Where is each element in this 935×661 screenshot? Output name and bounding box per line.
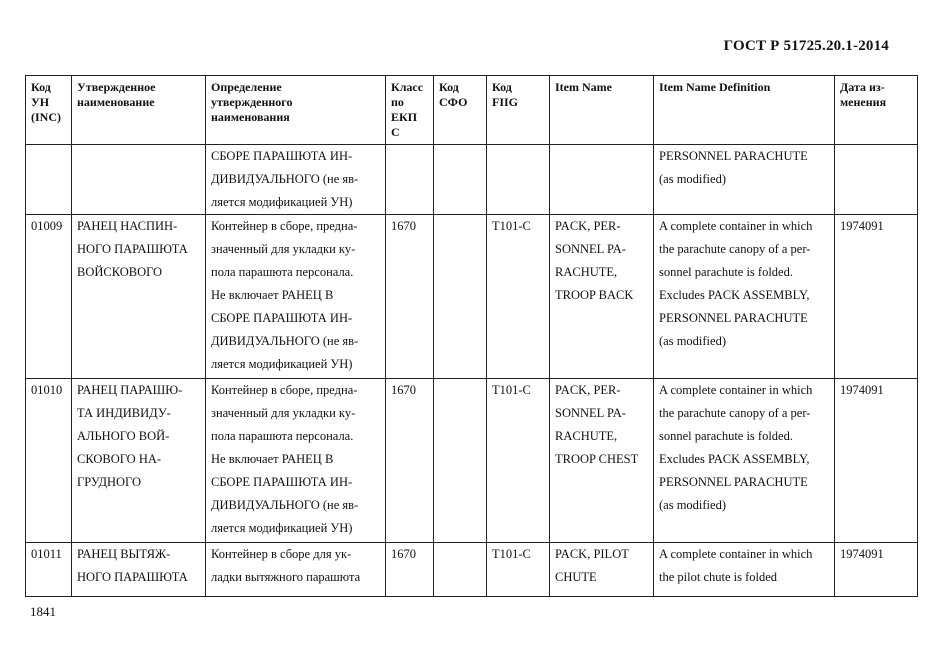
header-line: Код [492, 80, 512, 94]
header-line: Определение [211, 80, 282, 94]
cell-text-line: Excludes PACK ASSEMBLY, [659, 288, 810, 302]
header-sfo-code [434, 76, 487, 145]
header-line: Утвержденное [77, 80, 156, 94]
cell-text-line: Контейнер в сборе, предна- [211, 383, 358, 397]
item-name-cell [550, 379, 654, 543]
cell-text-line: PERSONNEL PARACHUTE [659, 149, 808, 163]
header-definition [206, 76, 386, 145]
header-line: УН [31, 95, 50, 109]
cell-text-line: SONNEL PA- [555, 242, 626, 256]
header-line: наименования [211, 110, 290, 124]
header-item-definition [654, 76, 835, 145]
table-row [26, 543, 918, 597]
item-name-cell [550, 543, 654, 597]
header-line: Item Name Definition [659, 80, 771, 94]
header-inc-code [26, 76, 72, 145]
header-item-name [550, 76, 654, 145]
cell-text-line: TROOP CHEST [555, 452, 639, 466]
header-line: менения [840, 95, 887, 109]
cell-text-line: A complete container in which [659, 383, 813, 397]
cell-text-line: Не включает РАНЕЦ В [211, 452, 334, 466]
cell-text-line: T101-C [492, 383, 531, 397]
header-line: ЕКП [391, 110, 418, 124]
item-definition-cell [654, 145, 835, 215]
cell-text-line: the pilot chute is folded [659, 570, 778, 584]
header-line: утвержденного [211, 95, 293, 109]
cell-text-line: RACHUTE, [555, 429, 618, 443]
change-date-cell [835, 379, 918, 543]
item-definition-cell [654, 543, 835, 597]
cell-text-line: НОГО ПАРАШЮТА [77, 570, 188, 584]
cell-text-line: значенный для укладки ку- [211, 242, 356, 256]
header-line: Код [439, 80, 459, 94]
cell-text-line: the parachute canopy of a per- [659, 242, 811, 256]
change-date-cell [835, 215, 918, 379]
cell-text-line: ДИВИДУАЛЬНОГО (не яв- [211, 334, 359, 348]
cell-text-line: TROOP BACK [555, 288, 634, 302]
cell-text-line: ДИВИДУАЛЬНОГО (не яв- [211, 498, 359, 512]
cell-text-line: PERSONNEL PARACHUTE [659, 475, 808, 489]
cell-text-line: ВОЙСКОВОГО [77, 265, 163, 279]
cell-text-line: РАНЕЦ ВЫТЯЖ- [77, 547, 171, 561]
cell-text-line: (as modified) [659, 172, 726, 186]
cell-text-line: НОГО ПАРАШЮТА [77, 242, 188, 256]
cell-text-line: sonnel parachute is folded. [659, 429, 793, 443]
cell-text-line: ГРУДНОГО [77, 475, 141, 489]
definition-cell [206, 215, 386, 379]
cell-text-line: 01009 [31, 219, 63, 233]
header-line: наименование [77, 95, 155, 109]
cell-text-line: ТА ИНДИВИДУ- [77, 406, 171, 420]
table-row [26, 379, 918, 543]
item-definition-cell [654, 379, 835, 543]
cell-text-line: Контейнер в сборе для ук- [211, 547, 352, 561]
table-body [26, 145, 918, 597]
definition-cell [206, 379, 386, 543]
cell-text-line: СБОРЕ ПАРАШЮТА ИН- [211, 149, 353, 163]
cell-text-line: Excludes PACK ASSEMBLY, [659, 452, 810, 466]
cell-text-line: 1974091 [840, 219, 884, 233]
inc-code-cell [26, 215, 72, 379]
header-change-date [835, 76, 918, 145]
inc-code-cell [26, 145, 72, 215]
approved-name-cell [72, 215, 206, 379]
cell-text-line: PACK, PER- [555, 219, 621, 233]
cell-text-line: 01010 [31, 383, 63, 397]
cell-text-line: ляется модификацией УН) [211, 195, 353, 209]
cell-text-line: Контейнер в сборе, предна- [211, 219, 358, 233]
cell-text-line: PERSONNEL PARACHUTE [659, 311, 808, 325]
cell-text-line: Не включает РАНЕЦ В [211, 288, 334, 302]
fiig-cell [487, 543, 550, 597]
cell-text-line: T101-C [492, 219, 531, 233]
fiig-cell [487, 145, 550, 215]
cell-text-line: пола парашюта персонала. [211, 265, 354, 279]
header-line: С [391, 125, 400, 139]
sfo-cell [434, 145, 487, 215]
cell-text-line: 1974091 [840, 383, 884, 397]
cell-text-line: ляется модификацией УН) [211, 357, 353, 371]
page-number: 1841 [30, 604, 56, 619]
table-header-row [26, 76, 918, 145]
inc-code-cell [26, 379, 72, 543]
header-line: (INC) [31, 110, 61, 124]
cell-text-line: sonnel parachute is folded. [659, 265, 793, 279]
header-approved-name [72, 76, 206, 145]
header-fiig-code [487, 76, 550, 145]
cell-text-line: T101-C [492, 547, 531, 561]
cell-text-line: 1670 [391, 219, 416, 233]
cell-text-line: РАНЕЦ ПАРАШЮ- [77, 383, 183, 397]
cell-text-line: 1670 [391, 547, 416, 561]
header-line: СФО [439, 95, 468, 109]
cell-text-line: ляется модификацией УН) [211, 521, 353, 535]
cell-text-line: PACK, PER- [555, 383, 621, 397]
header-line: FIIG [492, 95, 519, 109]
header-line: Дата из- [840, 80, 885, 94]
definition-cell [206, 145, 386, 215]
cell-text-line: РАНЕЦ НАСПИН- [77, 219, 178, 233]
cell-text-line: (as modified) [659, 334, 726, 348]
header-class [386, 76, 434, 145]
sfo-cell [434, 215, 487, 379]
cell-text-line: SONNEL PA- [555, 406, 626, 420]
cell-text-line: СКОВОГО НА- [77, 452, 162, 466]
cell-text-line: 1670 [391, 383, 416, 397]
cell-text-line: PACK, PILOT [555, 547, 629, 561]
header-line: Item Name [555, 80, 612, 94]
cell-text-line: значенный для укладки ку- [211, 406, 356, 420]
cell-text-line: пола парашюта персонала. [211, 429, 354, 443]
sfo-cell [434, 379, 487, 543]
header-line: Класс [391, 80, 424, 94]
class-cell [386, 145, 434, 215]
header-line: Код [31, 80, 51, 94]
class-cell [386, 379, 434, 543]
fiig-cell [487, 379, 550, 543]
cell-text-line: the parachute canopy of a per- [659, 406, 811, 420]
change-date-cell [835, 543, 918, 597]
table-row [26, 145, 918, 215]
cell-text-line: A complete container in which [659, 219, 813, 233]
item-name-cell [550, 145, 654, 215]
cell-text-line: ДИВИДУАЛЬНОГО (не яв- [211, 172, 359, 186]
table-row [26, 215, 918, 379]
class-cell [386, 543, 434, 597]
header-line: по [391, 95, 404, 109]
approved-name-cell [72, 543, 206, 597]
inc-table [25, 75, 918, 597]
item-definition-cell [654, 215, 835, 379]
fiig-cell [487, 215, 550, 379]
class-cell [386, 215, 434, 379]
cell-text-line: 1974091 [840, 547, 884, 561]
cell-text-line: (as modified) [659, 498, 726, 512]
approved-name-cell [72, 145, 206, 215]
document-code: ГОСТ Р 51725.20.1-2014 [723, 38, 889, 54]
cell-text-line: 01011 [31, 547, 62, 561]
cell-text-line: СБОРЕ ПАРАШЮТА ИН- [211, 475, 353, 489]
approved-name-cell [72, 379, 206, 543]
sfo-cell [434, 543, 487, 597]
cell-text-line: ладки вытяжного парашюта [211, 570, 361, 584]
cell-text-line: A complete container in which [659, 547, 813, 561]
inc-code-cell [26, 543, 72, 597]
cell-text-line: СБОРЕ ПАРАШЮТА ИН- [211, 311, 353, 325]
change-date-cell [835, 145, 918, 215]
definition-cell [206, 543, 386, 597]
cell-text-line: АЛЬНОГО ВОЙ- [77, 429, 170, 443]
cell-text-line: RACHUTE, [555, 265, 618, 279]
cell-text-line: CHUTE [555, 570, 597, 584]
item-name-cell [550, 215, 654, 379]
